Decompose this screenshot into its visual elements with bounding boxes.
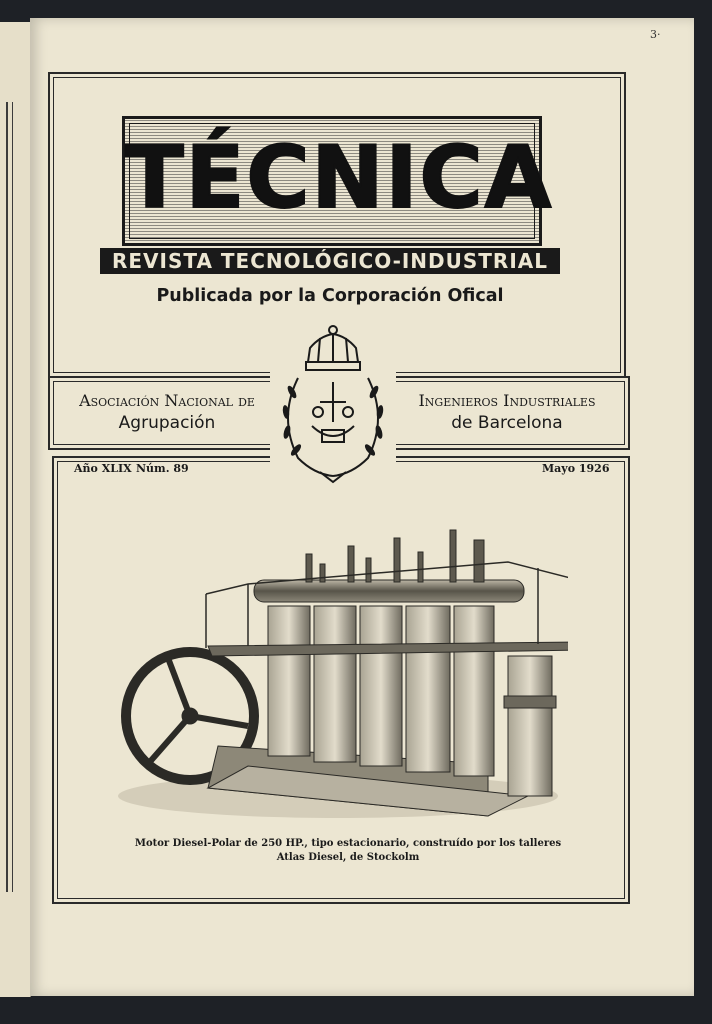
magazine-title: TÉCNICA [125, 128, 554, 228]
crown-wreath-emblem-icon [270, 322, 396, 492]
issue-year: Año XLIX [74, 462, 132, 475]
left-page-border [6, 102, 13, 892]
publisher-line: Publicada por la Corporación Ofical [156, 286, 504, 306]
association-right-line1: Ingenieros Industriales [418, 391, 596, 410]
association-right-line2: de Barcelona [451, 413, 563, 433]
magazine-cover-page [30, 18, 694, 996]
page-corner-mark: 3· [650, 28, 661, 41]
caption-line1: Motor Diesel-Polar de 250 HP., tipo estacionario, construído por los talleres [134, 838, 562, 849]
illustration-caption [130, 837, 566, 865]
left-facing-page [0, 22, 31, 997]
issue-date: Mayo 1926 [542, 462, 610, 475]
association-left-line2: Agrupación [118, 413, 216, 433]
association-left-text [56, 390, 278, 434]
issue-number: Núm. 89 [136, 462, 189, 475]
diesel-engine-illustration [108, 496, 568, 836]
association-right-text [392, 390, 622, 434]
masthead-box [122, 116, 554, 246]
caption-line2: Atlas Diesel, de Stockolm [276, 852, 420, 863]
magazine-subtitle: REVISTA TECNOLÓGICO-INDUSTRIAL [100, 248, 560, 274]
association-left-line1: Asociación Nacional de [79, 391, 255, 410]
